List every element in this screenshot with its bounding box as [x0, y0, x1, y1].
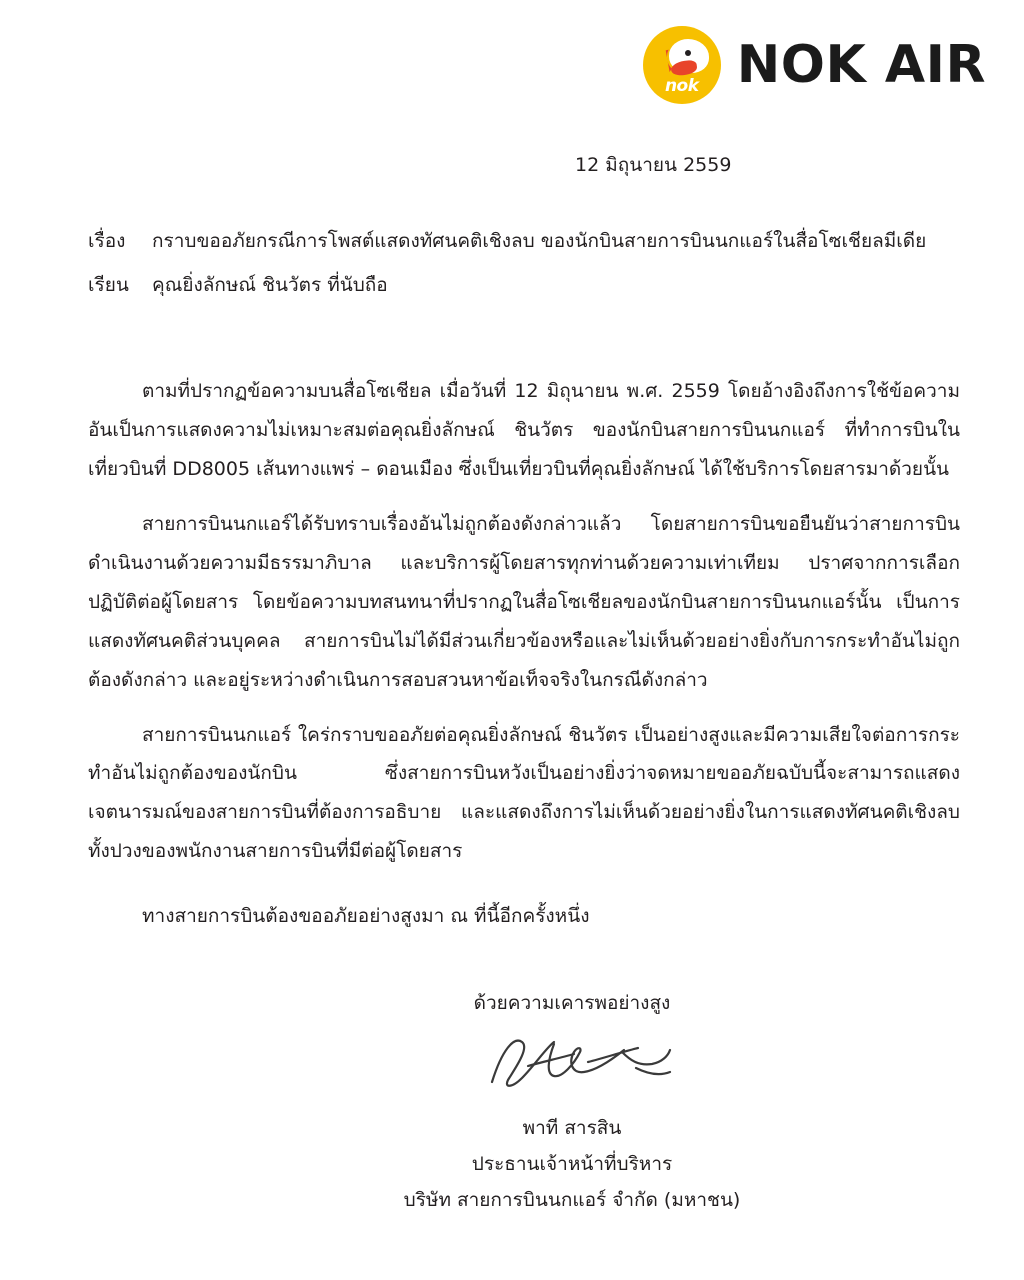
attention-value: คุณยิ่งลักษณ์ ชินวัตร ที่นับถือ	[152, 274, 388, 296]
nok-air-bird-logo-icon	[643, 26, 721, 104]
handwritten-signature-icon	[120, 1022, 1024, 1108]
letter-date: 12 มิถุนายน 2559	[575, 154, 732, 176]
signer-name: พาที สารสิน	[522, 1117, 622, 1140]
letterhead	[0, 0, 1024, 104]
brand-logo	[643, 26, 986, 104]
subject-value: กราบขออภัยกรณีการโพสต์แสดงทัศนคติเชิงลบ ของนักบินสายการบินนกแอร์ในสื่อโซเชียลมีเดีย	[152, 230, 927, 252]
brand-name: NOK AIR	[736, 35, 986, 95]
attention-label: เรียน	[88, 274, 129, 296]
attention-row	[88, 270, 964, 300]
subject-row	[88, 226, 964, 256]
subject-label: เรื่อง	[88, 230, 126, 252]
letter-body	[0, 372, 1024, 936]
logo-wordmark: nok	[664, 76, 699, 96]
letter-fields	[0, 226, 1024, 300]
body-paragraph: ตามที่ปรากฏข้อความบนสื่อโซเชียล เมื่อวันที่ 12 มิถุนายน พ.ศ. 2559 โดยอ้างอิงถึงการใช้ข้อความอันเป็นการแสดงความไม่เหมาะสมต่อคุณยิ่งลักษณ์ ชินวัตร ของนักบินสายการบินนกแอร์ ที่ทำการบินในเที่ยวบินที่ DD8005 เส้นทางแพร่ – ดอนเมือง ซึ่งเป็นเที่ยวบินที่คุณยิ่งลักษณ์ ได้ใช้บริการโดยสารมาด้วยนั้น	[88, 380, 960, 480]
bird-eye-shape	[685, 50, 691, 56]
body-paragraph: สายการบินนกแอร์ได้รับทราบเรื่องอันไม่ถูกต้องดังกล่าวแล้ว โดยสายการบินขอยืนยันว่าสายการบินดำเนินงานด้วยความมีธรรมาภิบาล และบริการผู้โดยสารทุกท่านด้วยความเท่าเทียม ปราศจากการเลือกปฏิบัติต่อผู้โดยสาร โดยข้อความบทสนทนาที่ปรากฏในสื่อโซเชียลของนักบินสายการบินนกแอร์นั้น เป็นการแสดงทัศนคติส่วนบุคคล สายการบินไม่ได้มีส่วนเกี่ยวข้องหรือและไม่เห็นด้วยอย่างยิ่งกับการกระทำอันไม่ถูกต้องดังกล่าว และอยู่ระหว่างดำเนินการสอบสวนหาข้อเท็จจริงในกรณีดังกล่าว	[88, 512, 960, 691]
signer-title: ประธานเจ้าหน้าที่บริหาร	[471, 1153, 673, 1176]
regards-text: ด้วยความเคารพอย่างสูง	[473, 992, 671, 1015]
body-paragraph: สายการบินนกแอร์ ใคร่กราบขออภัยต่อคุณยิ่งลักษณ์ ชินวัตร เป็นอย่างสูงและมีความเสียใจต่อการกระทำอันไม่ถูกต้องของนักบิน ซึ่งสายการบินหวังเป็นอย่างยิ่งว่าจดหมายขออภัยฉบับนี้จะสามารถแสดงเจตนารมณ์ของสายการบินที่ต้องการอธิบาย และแสดงถึงการไม่เห็นด้วยอย่างยิ่งในการแสดงทัศนคติเชิงลบทั้งปวงของพนักงานสายการบินที่มีต่อผู้โดยสาร	[88, 723, 960, 863]
closing-line: ทางสายการบินต้องขออภัยอย่างสูงมา ณ ที่นี้อีกครั้งหนึ่ง	[142, 905, 590, 928]
signature-block	[0, 988, 1024, 1218]
signer-company: บริษัท สายการบินนกแอร์ จำกัด (มหาชน)	[403, 1189, 741, 1212]
